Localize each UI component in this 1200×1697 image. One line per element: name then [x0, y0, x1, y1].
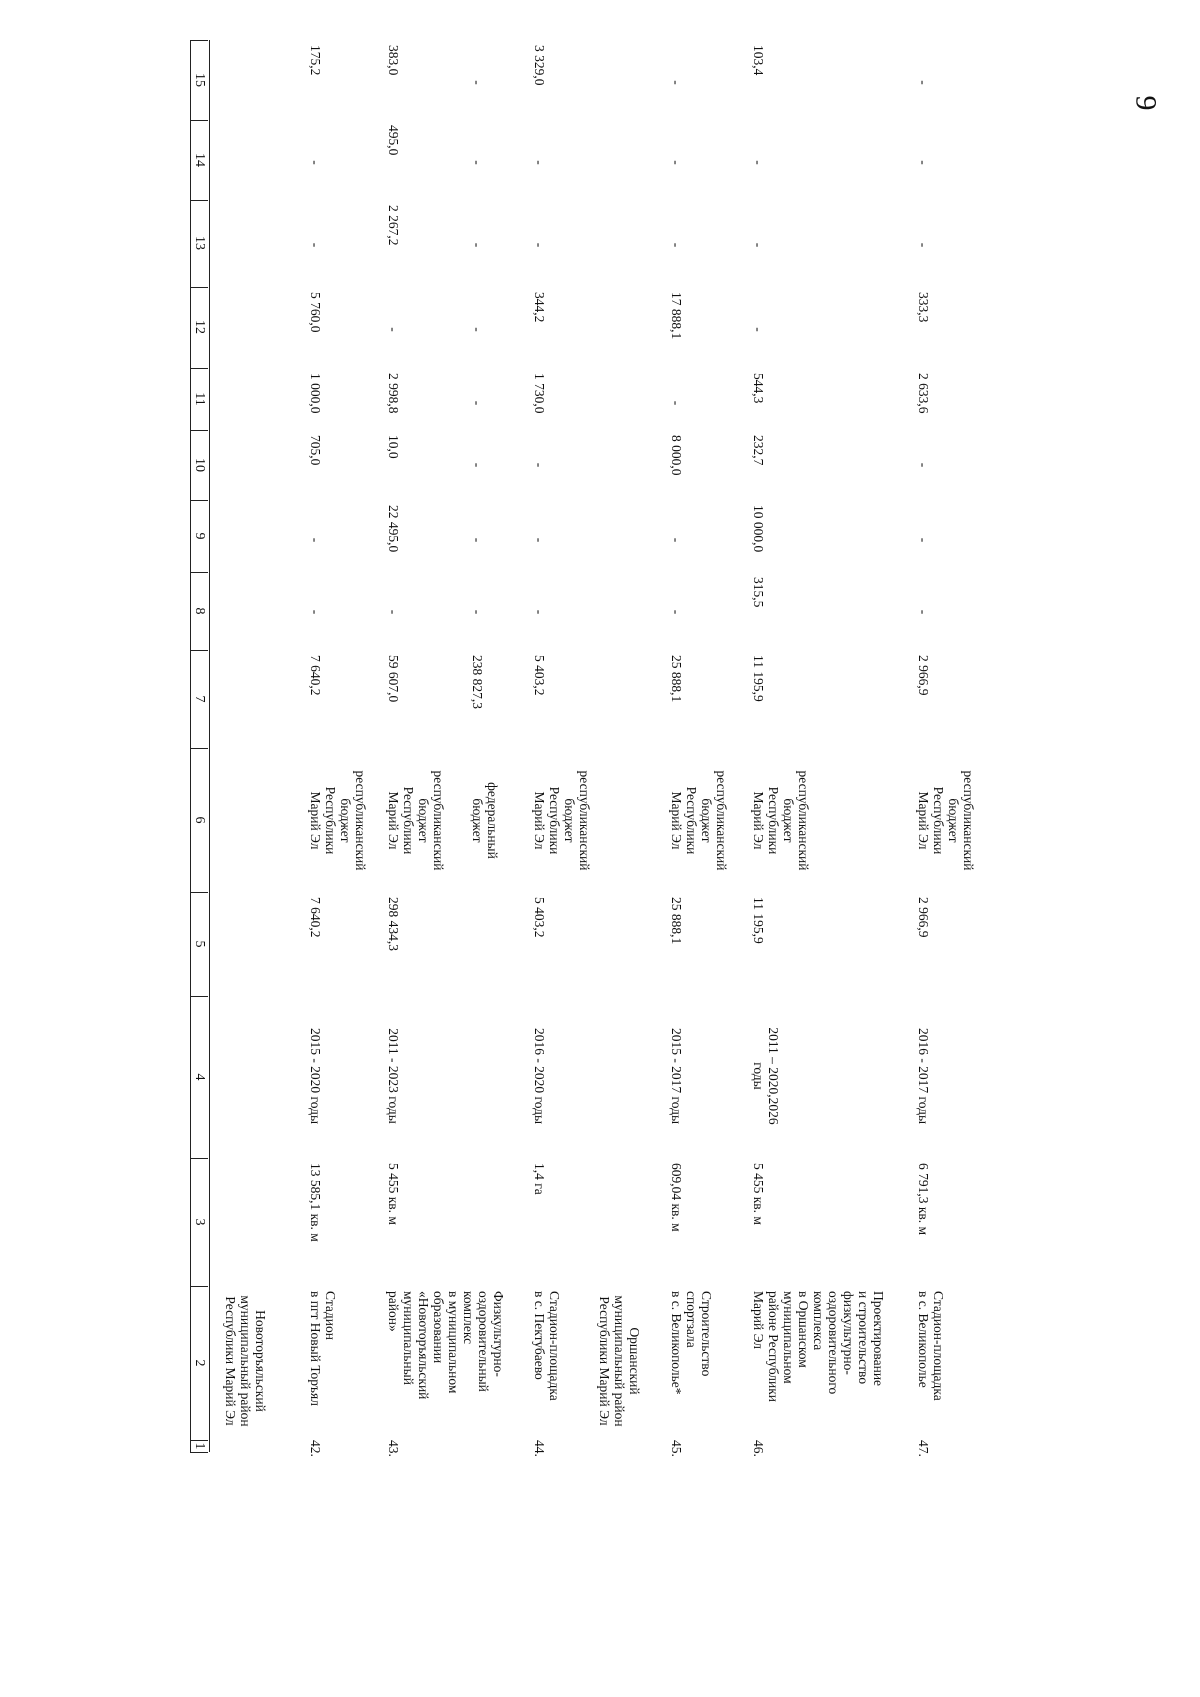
funding-source: республиканский бюджет Республики Марий Эл [386, 770, 446, 871]
amount-col12: 17 888,1 [669, 292, 684, 340]
header-cell-10: 10 [192, 458, 207, 472]
amount-col8: - [386, 609, 401, 615]
header-cell-15: 15 [192, 73, 207, 87]
header-divider [190, 287, 208, 288]
amount-col11: 1 730,0 [532, 373, 547, 414]
header-divider [190, 748, 208, 749]
total-cost: 298 434,3 [386, 897, 401, 951]
amount-col12: - [751, 327, 766, 332]
amount-col11: 1 000,0 [308, 373, 323, 414]
header-cell-5: 5 [192, 940, 207, 948]
amount-col15: 3 329,0 [532, 45, 547, 86]
amount-col9: 22 495,0 [386, 505, 401, 553]
amount-col15: 103,4 [751, 45, 766, 76]
amount-col7: 25 888,1 [669, 655, 684, 703]
amount-col10: 8 000,0 [669, 435, 684, 476]
funding-source: республиканский бюджет Республики Марий Эл [532, 770, 592, 871]
header-cell-9: 9 [192, 532, 207, 540]
amount-col7: 5 403,2 [532, 655, 547, 696]
capacity: 609,04 кв. м [669, 1163, 684, 1232]
capacity: 6 791,3 кв. м [916, 1163, 931, 1236]
funding-source: республиканский бюджет Республики Марий Эл [916, 770, 976, 871]
amount-col14: - [751, 160, 766, 165]
section-title: Новоторъяльский муниципальный район Республики Марий Эл [223, 1295, 268, 1427]
header-cell-3: 3 [192, 1218, 207, 1226]
period: 2015 - 2017 годы [669, 1027, 684, 1125]
amount-col11: 2 998,8 [386, 373, 401, 414]
amount-col15: 383,0 [386, 45, 401, 76]
amount-col12: - [470, 327, 485, 332]
header-cell-11: 11 [192, 392, 207, 406]
header-cell-6: 6 [192, 816, 207, 824]
amount-col14: - [470, 160, 485, 165]
period: 2015 - 2020 годы [308, 1027, 323, 1125]
amount-col11: - [669, 400, 684, 406]
object-name: Стадион в пгт Новый Торъял [308, 1291, 338, 1406]
object-name: Стадион-площадка в с. Пектубаево [532, 1291, 562, 1401]
amount-col8: - [532, 609, 547, 615]
amount-col12: - [386, 327, 401, 332]
capacity: 5 455 кв. м [386, 1163, 401, 1225]
amount-col14: - [308, 160, 323, 165]
header-cell-7: 7 [192, 695, 207, 703]
amount-col9: 10 000,0 [751, 505, 766, 553]
object-name: Строительство спортзала в с. Великополье* [669, 1291, 714, 1395]
amount-col13: - [532, 242, 547, 248]
header-divider [190, 120, 208, 121]
amount-col10: - [916, 462, 931, 468]
amount-col13: - [470, 242, 485, 248]
header-divider [190, 1158, 208, 1159]
period: 2016 - 2020 годы [532, 1027, 547, 1125]
amount-col10: 10,0 [386, 435, 401, 459]
total-cost: 11 195,9 [751, 897, 766, 944]
amount-col15: 175,2 [308, 45, 323, 76]
amount-col10: 705,0 [308, 435, 323, 466]
header-divider [190, 650, 208, 651]
amount-col12: 333,3 [916, 292, 931, 323]
capacity: 13 585,1 кв. м [308, 1163, 323, 1242]
header-cell-12: 12 [192, 320, 207, 334]
period: 2011 – 2020,2026 годы [751, 1027, 781, 1125]
amount-col7: 238 827,3 [470, 655, 485, 709]
row-number: 45. [669, 1440, 684, 1457]
header-divider [190, 500, 208, 501]
amount-col7: 7 640,2 [308, 655, 323, 696]
total-cost: 25 888,1 [669, 897, 684, 945]
amount-col9: - [916, 537, 931, 543]
header-divider [190, 1286, 208, 1287]
amount-col14: 495,0 [386, 125, 401, 156]
amount-col15: - [669, 80, 684, 85]
amount-col11: 544,3 [751, 373, 766, 404]
row-number: 43. [386, 1440, 401, 1457]
header-divider [190, 200, 208, 201]
row-number: 47. [916, 1440, 931, 1457]
amount-col8: - [308, 609, 323, 615]
amount-col9: - [669, 537, 684, 543]
amount-col10: - [532, 462, 547, 468]
row-number: 42. [308, 1440, 323, 1457]
total-cost: 7 640,2 [308, 897, 323, 938]
capacity: 1,4 га [532, 1163, 547, 1195]
row-number: 44. [532, 1440, 547, 1457]
funding-source: республиканский бюджет Республики Марий Эл [669, 770, 729, 871]
funding-source: республиканский бюджет Республики Марий Эл [308, 770, 368, 871]
amount-col9: - [308, 537, 323, 543]
amount-col8: - [669, 609, 684, 615]
object-name: Стадион-площадка в с. Великополье [916, 1291, 946, 1401]
object-name: Проектирование и строительство физкультурно- оздоровительного комплекса в Оршанском муниципальном районе Республики Марий Эл [751, 1291, 886, 1403]
period: 2011 - 2023 годы [386, 1028, 401, 1124]
amount-col8: - [916, 609, 931, 615]
section-title: Оршанский муниципальный район Республики Марий Эл [597, 1295, 642, 1427]
amount-col10: 232,7 [751, 435, 766, 466]
amount-col14: - [916, 160, 931, 165]
amount-col11: 2 633,6 [916, 373, 931, 414]
header-divider [190, 430, 208, 431]
header-divider [190, 572, 208, 573]
amount-col11: - [470, 400, 485, 406]
amount-col10: - [470, 462, 485, 468]
amount-col9: - [470, 537, 485, 543]
amount-col8: 315,5 [751, 577, 766, 608]
amount-col8: - [470, 609, 485, 615]
header-divider [190, 892, 208, 893]
amount-col7: 11 195,9 [751, 655, 766, 702]
header-divider [190, 368, 208, 369]
funding-source: федеральный бюджет [470, 782, 500, 859]
header-divider [190, 40, 208, 41]
amount-col13: - [916, 242, 931, 248]
page-number: 9 [1129, 95, 1163, 111]
amount-col13: - [751, 242, 766, 248]
amount-col12: 5 760,0 [308, 292, 323, 333]
amount-col15: - [916, 80, 931, 85]
amount-col13: - [308, 242, 323, 248]
row-number: 46. [751, 1440, 766, 1457]
amount-col7: 2 966,9 [916, 655, 931, 696]
amount-col14: - [669, 160, 684, 165]
header-cell-13: 13 [192, 236, 207, 250]
header-cell-8: 8 [192, 607, 207, 615]
period: 2016 - 2017 годы [916, 1027, 931, 1125]
header-cell-4: 4 [192, 1073, 207, 1081]
amount-col14: - [532, 160, 547, 165]
capacity: 5 455 кв. м [751, 1163, 766, 1225]
amount-col9: - [532, 537, 547, 543]
funding-source: республиканский бюджет Республики Марий Эл [751, 770, 811, 871]
amount-col13: 2 267,2 [386, 205, 401, 246]
object-name: Физкультурно- оздоровительный комплекс в муниципальном образовании «Новоторъяльский муниципальный район» [386, 1291, 506, 1400]
amount-col13: - [669, 242, 684, 248]
header-divider [190, 996, 208, 997]
header-cell-1: 1 [192, 1442, 207, 1450]
amount-col15: - [470, 80, 485, 85]
header-cell-2: 2 [192, 1359, 207, 1367]
amount-col12: 344,2 [532, 292, 547, 323]
amount-col7: 59 607,0 [386, 655, 401, 703]
header-cell-14: 14 [192, 153, 207, 167]
total-cost: 5 403,2 [532, 897, 547, 938]
total-cost: 2 966,9 [916, 897, 931, 938]
